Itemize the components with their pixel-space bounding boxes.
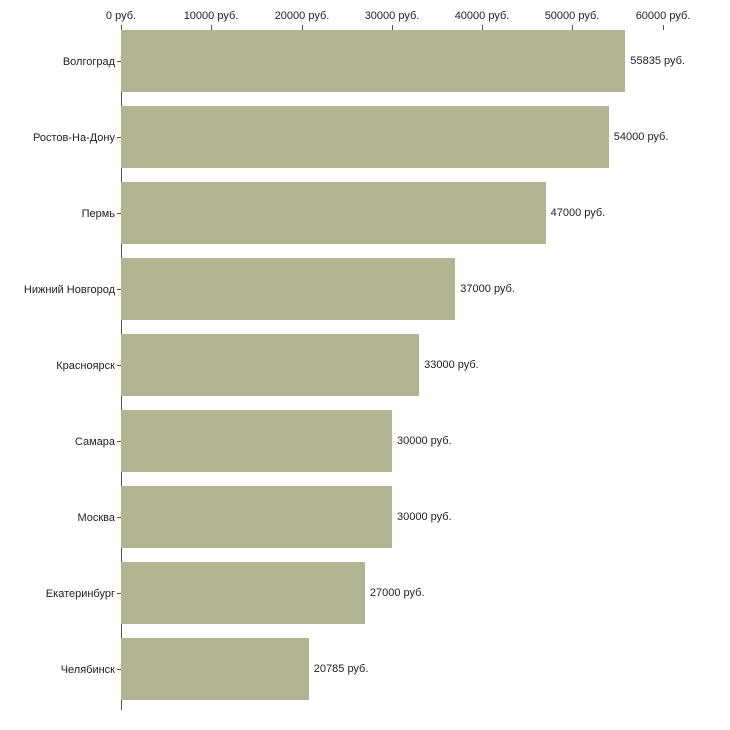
bar-nizhniy-novgorod[interactable] <box>121 258 455 320</box>
bar-row <box>121 182 663 244</box>
bar-row <box>121 410 663 472</box>
bar-value-label: 54000 руб. <box>613 131 669 143</box>
x-tick-label-3: 30000 руб. <box>364 10 420 22</box>
category-label-3: Нижний Новгород <box>23 284 115 296</box>
bar-value-label: 20785 руб. <box>313 663 369 675</box>
x-tick-label-1: 10000 руб. <box>183 10 239 22</box>
category-label-2: Пермь <box>81 208 115 220</box>
x-tick-mark-6 <box>663 25 664 30</box>
bar-value-label: 27000 руб. <box>369 587 425 599</box>
category-label-4: Красноярск <box>56 360 115 372</box>
bar-row <box>121 30 686 92</box>
category-label-0: Волгоград <box>62 56 115 68</box>
bar-value-label: 37000 руб. <box>460 283 515 295</box>
bar-row <box>121 106 669 168</box>
category-label-8: Челябинск <box>60 664 115 676</box>
x-tick-label-4: 40000 руб. <box>454 10 510 22</box>
bar-value-label: 55835 руб. <box>630 55 686 67</box>
bar-value-label: 47000 руб. <box>550 207 606 219</box>
category-label-5: Самара <box>74 436 115 448</box>
x-tick-label-6: 60000 руб. <box>635 10 691 22</box>
x-tick-label-5: 50000 руб. <box>544 10 600 22</box>
bar-chelyabinsk[interactable] <box>121 638 309 700</box>
bar-row <box>121 334 663 396</box>
category-label-6: Москва <box>77 512 115 524</box>
bar-value-label: 30000 руб. <box>397 511 452 523</box>
bar-rostov-na-donu[interactable] <box>121 106 609 168</box>
bar-krasnoyarsk[interactable] <box>121 334 419 396</box>
bar-value-label: 33000 руб. <box>424 359 479 371</box>
bar-samara[interactable] <box>121 410 392 472</box>
bar-moskva[interactable] <box>121 486 392 548</box>
plot-area <box>121 30 686 710</box>
bar-ekaterinburg[interactable] <box>121 562 365 624</box>
x-tick-label-2: 20000 руб. <box>274 10 330 22</box>
y-axis-category-labels <box>0 30 115 710</box>
bar-volgograd[interactable] <box>121 30 625 92</box>
bar-perm[interactable] <box>121 182 546 244</box>
x-tick-label-0: 0 руб. <box>105 10 137 22</box>
bar-row <box>121 562 663 624</box>
category-label-1: Ростов-На-Дону <box>32 132 115 144</box>
category-label-7: Екатеринбург <box>45 588 115 600</box>
bar-row <box>121 258 663 320</box>
bar-row <box>121 486 663 548</box>
bar-row <box>121 638 663 700</box>
bar-value-label: 30000 руб. <box>397 435 452 447</box>
